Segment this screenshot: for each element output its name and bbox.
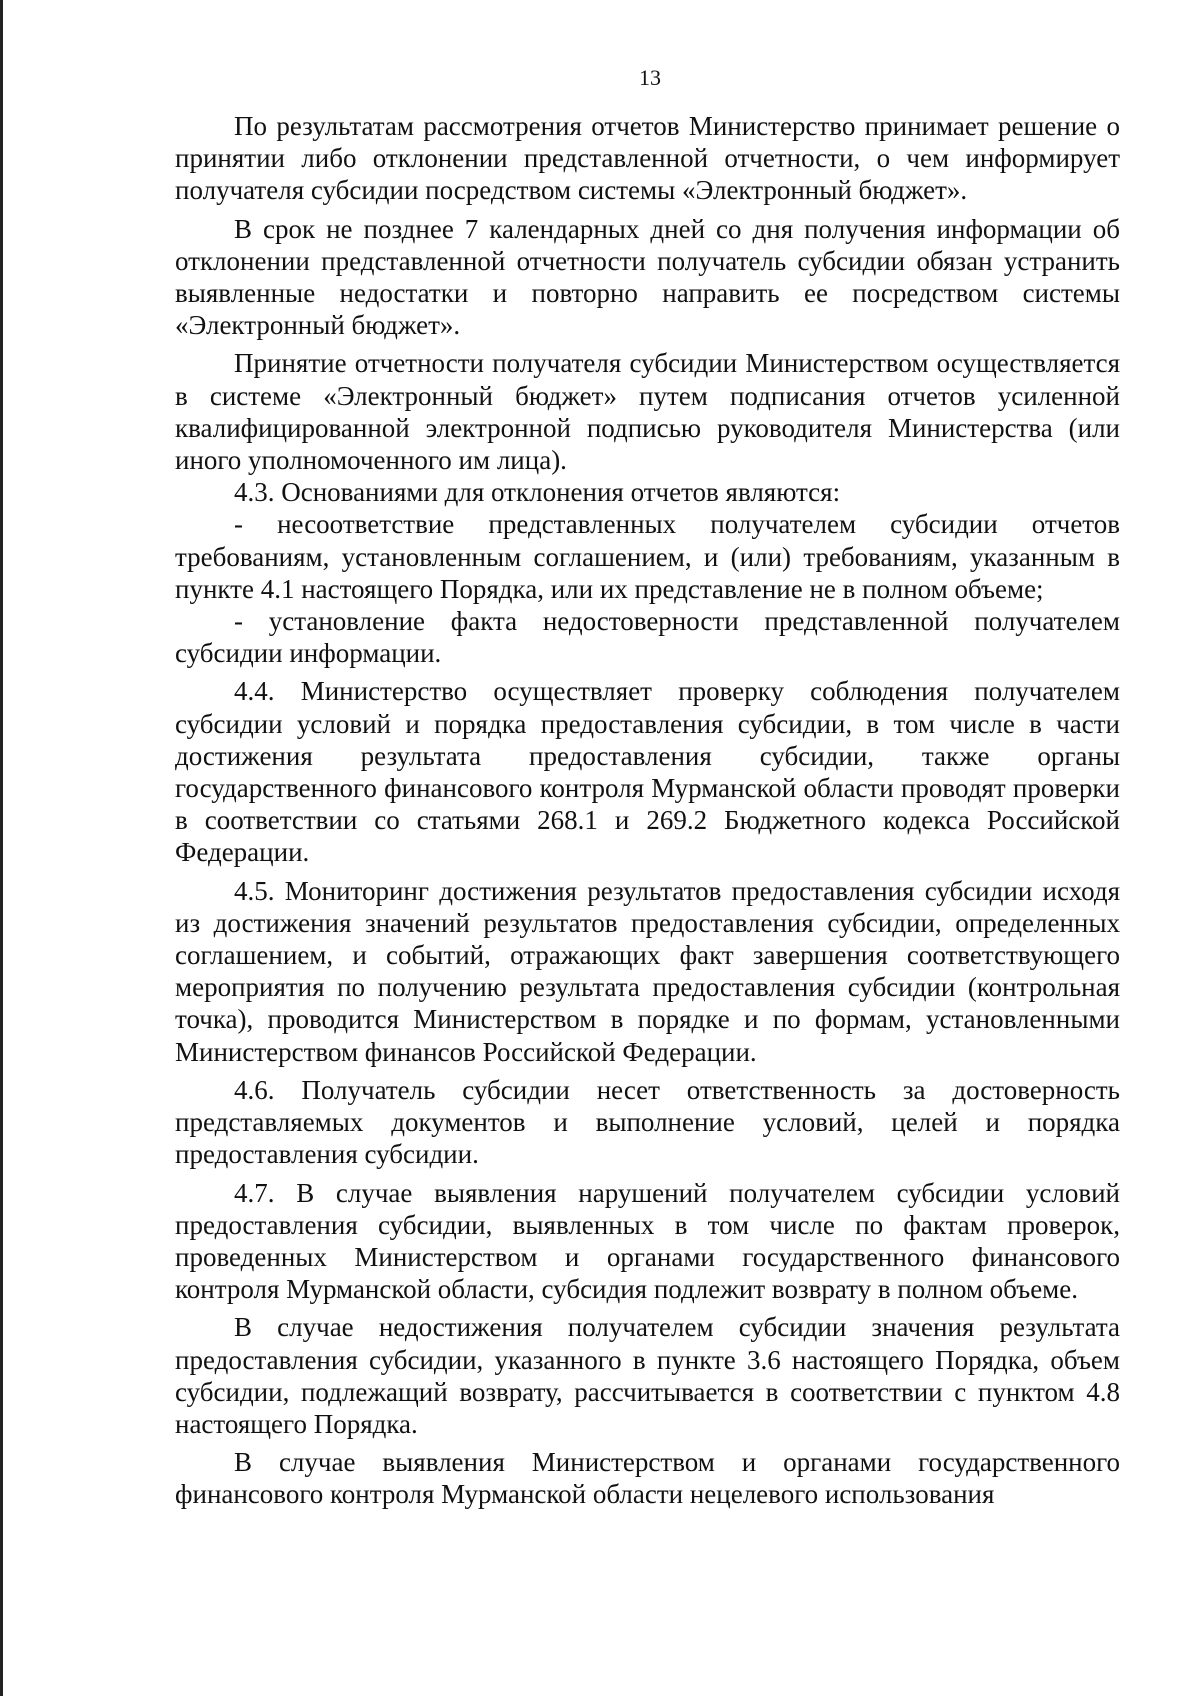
scan-edge bbox=[0, 0, 3, 1696]
paragraph-4-3-item-1: - несоответствие представленных получателем субсидии отчетов требованиям, установленным соглашением, и (или) требованиям, указанным в пункте 4.1 настоящего Порядка, или их представление не в полном объеме; bbox=[175, 509, 1120, 604]
paragraph-4-7: 4.7. В случае выявления нарушений получателем субсидии условий предоставления субсидии, выявленных в том числе по фактам проверок, проведенных Министерством и органами государственного финансового контроля Мурманской области, субсидия подлежит возврату в полном объеме. bbox=[175, 1177, 1120, 1305]
page-number: 13 bbox=[639, 65, 661, 90]
paragraph-4-4: 4.4. Министерство осуществляет проверку соблюдения получателем субсидии условий и порядка предоставления субсидии, в том числе в части достижения результата предоставления субсидии, также органы государственного финансового контроля Мурманской области проводят проверки в соответствии со статьями 268.1 и 269.2 Бюджетного кодекса Российской Федерации. bbox=[175, 676, 1120, 868]
paragraph-4-6: 4.6. Получатель субсидии несет ответственность за достоверность представляемых документов и выполнение условий, целей и порядка предоставления субсидии. bbox=[175, 1074, 1120, 1170]
document-body bbox=[175, 110, 1120, 1511]
paragraph-4-5: 4.5. Мониторинг достижения результатов предоставления субсидии исходя из достижения значений результатов предоставления субсидии, определенных соглашением, и событий, отражающих факт завершения соответствующего мероприятия по получению результата предоставления субсидии (контрольная точка), проводится Министерством в порядке и по формам, установленными Министерством финансов Российской Федерации. bbox=[175, 875, 1120, 1067]
paragraph-correction-deadline: В срок не позднее 7 календарных дней со дня получения информации об отклонении представленной отчетности получатель субсидии обязан устранить выявленные недостатки и повторно направить ее посредством системы «Электронный бюджет». bbox=[175, 213, 1120, 341]
paragraph-4-3-item-2: - установление факта недостоверности представленной получателем субсидии информации. bbox=[175, 606, 1120, 669]
paragraph-report-decision: По результатам рассмотрения отчетов Министерство принимает решение о принятии либо отклонении представленной отчетности, о чем информирует получателя субсидии посредством системы «Электронный бюджет». bbox=[175, 111, 1120, 206]
paragraph-4-3-heading: 4.3. Основаниями для отклонения отчетов являются: bbox=[234, 477, 841, 508]
paragraph-report-acceptance: Принятие отчетности получателя субсидии Министерством осуществляется в системе «Электронный бюджет» путем подписания отчетов усиленной квалифицированной электронной подписью руководителя Министерства (или иного уполномоченного им лица). bbox=[175, 348, 1120, 476]
paragraph-4-7-misuse: В случае выявления Министерством и органами государственного финансового контроля Мурманской области нецелевого использования bbox=[175, 1447, 1120, 1510]
paragraph-4-7-shortfall: В случае недостижения получателем субсидии значения результата предоставления субсидии, указанного в пункте 3.6 настоящего Порядка, объем субсидии, подлежащий возврату, рассчитывается в соответствии с пунктом 4.8 настоящего Порядка. bbox=[175, 1312, 1120, 1439]
